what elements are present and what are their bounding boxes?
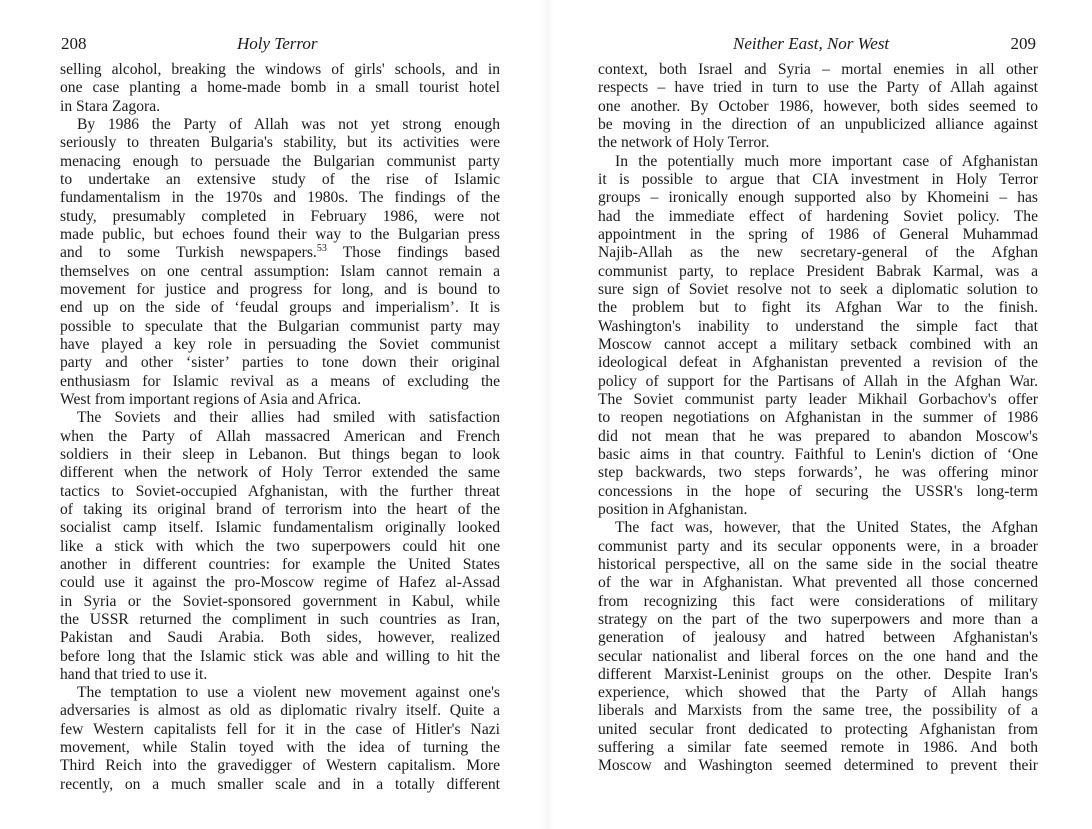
line-text: generation of jealousy and hatred between Afghanistan's: [598, 629, 1038, 647]
text-line: [598, 501, 1038, 519]
line-text: policy of support for the Partisans of Allah in the Afghan War.: [598, 372, 1038, 390]
text-line: [60, 684, 500, 702]
text-line: [598, 739, 1038, 757]
text-line: [60, 244, 500, 262]
line-text: menacing enough to persuade the Bulgarian communist party: [60, 152, 500, 170]
text-line: [598, 721, 1038, 739]
line-text: one another. By October 1986, however, both sides seemed to: [598, 97, 1038, 115]
text-line: [60, 263, 500, 281]
line-text: Najib-Allah as the new secretary-general of the Afghan: [598, 244, 1038, 262]
text-line: [60, 116, 500, 134]
left-running-title: Holy Terror: [237, 34, 318, 53]
text-line: [598, 483, 1038, 501]
line-text: seriously to threaten Bulgaria's stability, but its activities were: [60, 134, 500, 152]
line-text: secular nationalist and liberal forces on the one hand and the: [598, 647, 1038, 665]
line-text: in Syria or the Soviet-sponsored government in Kabul, while: [60, 592, 500, 610]
line-text: adversaries is almost as old as diplomatic rivalry itself. Quite a: [60, 702, 500, 720]
text-line: [598, 153, 1038, 171]
line-text: few Western capitalists fell for it in the case of Hitler's Nazi: [60, 720, 500, 738]
text-line: [60, 593, 500, 611]
line-text: selling alcohol, breaking the windows of girls' schools, and in: [60, 61, 500, 78]
line-text: in Stara Zagora.: [60, 97, 161, 115]
line-text: position in Afghanistan.: [598, 500, 748, 518]
line-text: when the Party of Allah massacred American and French: [60, 427, 500, 445]
text-line: [60, 373, 500, 391]
text-line: [598, 61, 1038, 79]
line-text: of taking its original brand of terrorism into the heart of the: [60, 500, 500, 518]
text-line: [60, 574, 500, 592]
line-text: ideological defeat in Afghanistan prevented a revision of the: [598, 354, 1038, 372]
text-line: [60, 739, 500, 757]
line-text: from recognizing this fact were considerations of military: [598, 592, 1038, 610]
line-text: possible to speculate that the Bulgarian communist party may: [60, 317, 500, 335]
text-line: [598, 446, 1038, 464]
text-line: [60, 281, 500, 299]
text-line: [60, 336, 500, 354]
text-line: [598, 409, 1038, 427]
book-gutter: [540, 0, 554, 829]
line-text: In the potentially much more important case of Afghanistan: [615, 152, 1038, 170]
text-line: [598, 574, 1038, 592]
text-line: [598, 611, 1038, 629]
line-text: it is possible to argue that CIA investment in Holy Terror: [598, 170, 1038, 188]
line-text: did not mean that he was prepared to abandon Moscow's: [598, 427, 1038, 445]
line-text: study, presumably completed in February 1986, were not: [60, 207, 500, 225]
left-page-body: [60, 61, 500, 794]
line-text: have played a key role in persuading the Soviet communist: [60, 335, 500, 353]
line-text: concessions in the hope of securing the USSR's long-term: [598, 482, 1038, 500]
line-text: movement, while Stalin toyed with the idea of turning the: [60, 739, 500, 757]
footnote-marker: 53: [316, 243, 327, 255]
text-line: [598, 336, 1038, 354]
text-line: [60, 519, 500, 537]
line-text: The Soviets and their allies had smiled with satisfaction: [77, 409, 500, 427]
text-line: [60, 98, 500, 116]
text-line: [60, 354, 500, 372]
text-line: [60, 428, 500, 446]
text-line: [598, 354, 1038, 372]
line-text: different when the network of Holy Terror extended the same: [60, 464, 500, 482]
line-text: suffering a similar fate seemed remote in 1986. And both: [598, 739, 1038, 757]
line-text: different Marxist-Leninist groups on the other. Despite Iran's: [598, 665, 1038, 683]
line-text: Moscow cannot accept a military setback combined with an: [598, 335, 1038, 353]
line-text: tactics to Soviet-occupied Afghanistan, with the further threat: [60, 482, 500, 500]
line-text: of the war in Afghanistan. What prevented all those concerned: [598, 574, 1038, 592]
left-running-head: [60, 34, 500, 54]
text-line: [60, 299, 500, 317]
text-line: [60, 483, 500, 501]
line-text: liberals and Marxists from the same tree, the possibility of a: [598, 702, 1038, 720]
line-text: socialist camp itself. Islamic fundamentalism originally looked: [60, 519, 500, 537]
line-text: Third Reich into the gravedigger of Western capitalism. More: [60, 757, 500, 775]
line-text-continued: Those findings based: [326, 244, 500, 262]
left-page-number: 208: [61, 34, 87, 53]
right-running-title: Neither East, Nor West: [733, 34, 890, 53]
text-line: [60, 318, 500, 336]
line-text: could use it against the pro-Moscow regime of Hafez al-Assad: [60, 574, 500, 592]
line-text: experience, which showed that the Party of Allah hangs: [598, 684, 1038, 702]
text-line: [60, 721, 500, 739]
text-line: [60, 501, 500, 519]
line-text: and to some Turkish newspapers.: [60, 244, 317, 262]
text-line: [60, 648, 500, 666]
line-text: The fact was, however, that the United States, the Afghan: [615, 519, 1038, 537]
line-text: Pakistan and Saudi Arabia. Both sides, however, realized: [60, 629, 500, 647]
text-line: [60, 391, 500, 409]
line-text: made public, but echoes found their way to the Bulgarian press: [60, 225, 500, 243]
line-text: step backwards, two steps forwards’, he was offering minor: [598, 464, 1038, 482]
text-line: [598, 171, 1038, 189]
right-page-body: [598, 61, 1038, 776]
line-text: to undertake an extensive study of the rise of Islamic: [60, 170, 500, 188]
text-line: [60, 79, 500, 97]
line-text: united secular front dedicated to protecting Afghanistan from: [598, 720, 1038, 738]
text-line: [60, 409, 500, 427]
text-line: [598, 98, 1038, 116]
line-text: Washington's inability to understand the simple fact that: [598, 317, 1038, 335]
line-text: West from important regions of Asia and Africa.: [60, 390, 362, 408]
line-text: groups – ironically enough supported also by Khomeini – has: [598, 189, 1038, 207]
line-text: had the immediate effect of hardening Soviet policy. The: [598, 207, 1038, 225]
text-line: [598, 702, 1038, 720]
line-text: one case planting a home-made bomb in a small tourist hotel: [60, 79, 500, 97]
line-text: communist party and its secular opponents were, in a broader: [598, 537, 1038, 555]
text-line: [60, 153, 500, 171]
line-text: the USSR returned the compliment in such countries as Iran,: [60, 610, 500, 628]
text-line: [598, 519, 1038, 537]
line-text: respects – have tried in turn to use the Party of Allah against: [598, 79, 1038, 97]
text-line: [598, 79, 1038, 97]
left-page: [60, 0, 500, 829]
text-line: [598, 318, 1038, 336]
text-line: [598, 226, 1038, 244]
line-text: to reopen negotiations on Afghanistan in the summer of 1986: [598, 409, 1038, 427]
line-text: fundamentalism in the 1970s and 1980s. The findings of the: [60, 189, 500, 207]
line-text: like a stick with which the two superpowers could hit one: [60, 537, 500, 555]
line-text: the network of Holy Terror.: [598, 134, 770, 152]
line-text: Moscow and Washington seemed determined to prevent their: [598, 757, 1038, 775]
line-text: end up on the side of ‘feudal groups and imperialism’. It is: [60, 299, 500, 317]
right-running-head: [598, 34, 1038, 54]
text-line: [60, 538, 500, 556]
text-line: [598, 556, 1038, 574]
text-line: [60, 702, 500, 720]
line-text: be moving in the direction of an unpublicized alliance against: [598, 115, 1038, 133]
line-text: historical perspective, all on the same side in the social theatre: [598, 555, 1038, 573]
text-line: [60, 757, 500, 775]
line-text: party and other ‘sister’ parties to tone down their original: [60, 354, 500, 372]
right-page-number: 209: [1010, 34, 1036, 53]
text-line: [60, 61, 500, 79]
text-line: [598, 648, 1038, 666]
text-line: [598, 244, 1038, 262]
text-line: [598, 116, 1038, 134]
line-text: The temptation to use a violent new movement against one's: [77, 684, 500, 702]
line-text: enthusiasm for Islamic revival as a means of excluding the: [60, 372, 500, 390]
line-text: context, both Israel and Syria – mortal enemies in all other: [598, 61, 1038, 78]
text-line: [598, 391, 1038, 409]
text-line: [598, 684, 1038, 702]
text-line: [598, 666, 1038, 684]
right-page: [598, 0, 1038, 829]
text-line: [60, 629, 500, 647]
line-text: By 1986 the Party of Allah was not yet strong enough: [77, 115, 500, 133]
text-line: [598, 263, 1038, 281]
text-line: [60, 611, 500, 629]
text-line: [60, 171, 500, 189]
text-line: [60, 666, 500, 684]
text-line: [598, 538, 1038, 556]
text-line: [598, 629, 1038, 647]
line-text: communist party, to replace President Babrak Karmal, was a: [598, 262, 1038, 280]
line-text: the problem but to fight its Afghan War to the finish.: [598, 299, 1038, 317]
text-line: [60, 446, 500, 464]
text-line: [60, 556, 500, 574]
text-line: [598, 464, 1038, 482]
line-text: hand that tried to use it.: [60, 665, 208, 683]
text-line: [598, 189, 1038, 207]
text-line: [598, 299, 1038, 317]
text-line: [598, 757, 1038, 775]
line-text: movement for justice and progress for long, and is bound to: [60, 280, 500, 298]
line-text: The Soviet communist party leader Mikhail Gorbachov's offer: [598, 390, 1038, 408]
text-line: [60, 776, 500, 794]
line-text: soldiers in their sleep in Lebanon. But things began to look: [60, 445, 500, 463]
text-line: [60, 134, 500, 152]
line-text: themselves on one central assumption: Islam cannot remain a: [60, 262, 500, 280]
line-text: basic aims in that country. Faithful to Lenin's diction of ‘One: [598, 445, 1038, 463]
text-line: [60, 208, 500, 226]
text-line: [598, 134, 1038, 152]
text-line: [598, 428, 1038, 446]
text-line: [60, 464, 500, 482]
text-line: [60, 226, 500, 244]
line-text: another in different countries: for example the United States: [60, 555, 500, 573]
line-text: sure sign of Soviet resolve not to seek a diplomatic solution to: [598, 280, 1038, 298]
line-text: appointment in the spring of 1986 of General Muhammad: [598, 225, 1038, 243]
text-line: [598, 208, 1038, 226]
text-line: [598, 373, 1038, 391]
line-text: strategy on the part of the two superpowers and more than a: [598, 610, 1038, 628]
text-line: [598, 281, 1038, 299]
text-line: [598, 593, 1038, 611]
text-line: [60, 189, 500, 207]
line-text: recently, on a much smaller scale and in a totally different: [60, 775, 500, 793]
line-text: before long that the Islamic stick was able and willing to hit the: [60, 647, 500, 665]
